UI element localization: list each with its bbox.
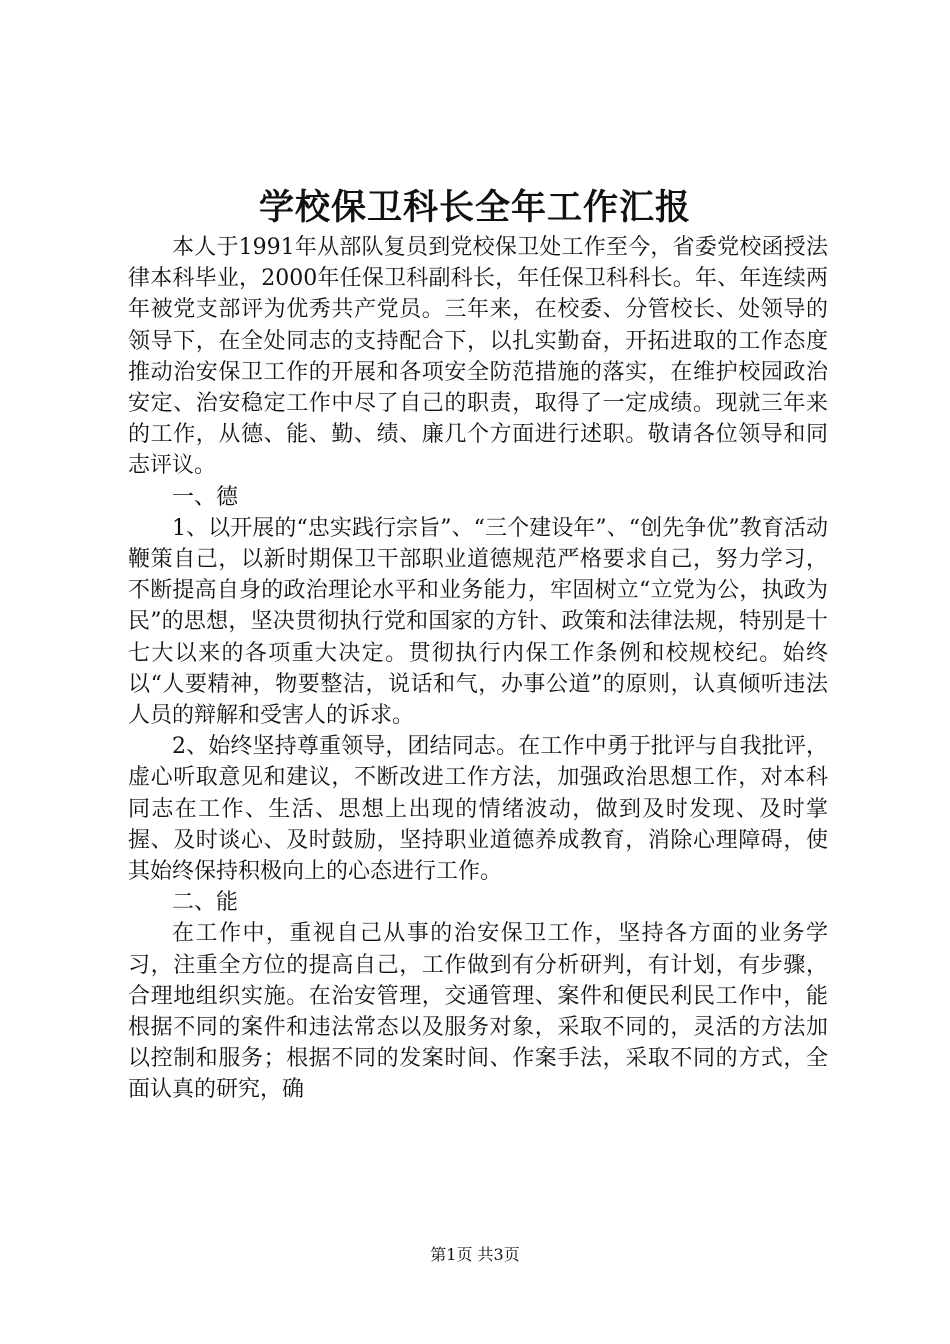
paragraph-neng-1: 在工作中，重视自己从事的治安保卫工作，坚持各方面的业务学习，注重全方位的提高自己，工作做到有分析研判，有计划，有步骤，合理地组织实施。在治安管理，交通管理、案件和便民利民工作中，能根据不同的案件和违法常态以及服务对象，采取不同的，灵活的方法加以控制和服务；根据不同的发案时间、作案手法，采取不同的方式，全面认真的研究，确 xyxy=(128,921,828,1103)
page-number-footer: 第1页 共3页 xyxy=(430,1245,520,1264)
section-heading-neng: 二、能 xyxy=(172,890,239,916)
section-heading-de: 一、德 xyxy=(172,484,239,510)
document-title: 学校保卫科长全年工作汇报 xyxy=(258,187,691,228)
paragraph-de-2: 2、始终坚持尊重领导，团结同志。在工作中勇于批评与自我批评，虚心听取意见和建议，不断改进工作方法，加强政治思想工作，对本科同志在工作、生活、思想上出现的情绪波动，做到及时发现、及时掌握、及时谈心、及时鼓励，坚持职业道德养成教育，消除心理障碍，使其始终保持积极向上的心态进行工作。 xyxy=(128,734,828,885)
paragraph-intro: 本人于1991年从部队复员到党校保卫处工作至今，省委党校函授法律本科毕业，2000年任保卫科副科长，年任保卫科科长。年、年连续两年被党支部评为优秀共产党员。三年来，在校委、分管校长、处领导的领导下，在全处同志的支持配合下，以扎实勤奋，开拓进取的工作态度推动治安保卫工作的开展和各项安全防范措施的落实，在维护校园政治安定、治安稳定工作中尽了自己的职责，取得了一定成绩。现就三年来的工作，从德、能、勤、绩、廉几个方面进行述职。敬请各位领导和同志评议。 xyxy=(128,235,828,479)
paragraph-de-1: 1、以开展的“忠实践行宗旨”、“三个建设年”、“创先争优”教育活动鞭策自己，以新时期保卫干部职业道德规范严格要求自己，努力学习，不断提高自身的政治理论水平和业务能力，牢固树立“立党为公，执政为民”的思想，坚决贯彻执行党和国家的方针、政策和法律法规，特别是十七大以来的各项重大决定。贯彻执行内保工作条例和校规校纪。始终以“人要精神，物要整洁，说话和气，办事公道”的原则，认真倾听违法人员的辩解和受害人的诉求。 xyxy=(128,515,828,729)
document-body xyxy=(128,232,828,1106)
